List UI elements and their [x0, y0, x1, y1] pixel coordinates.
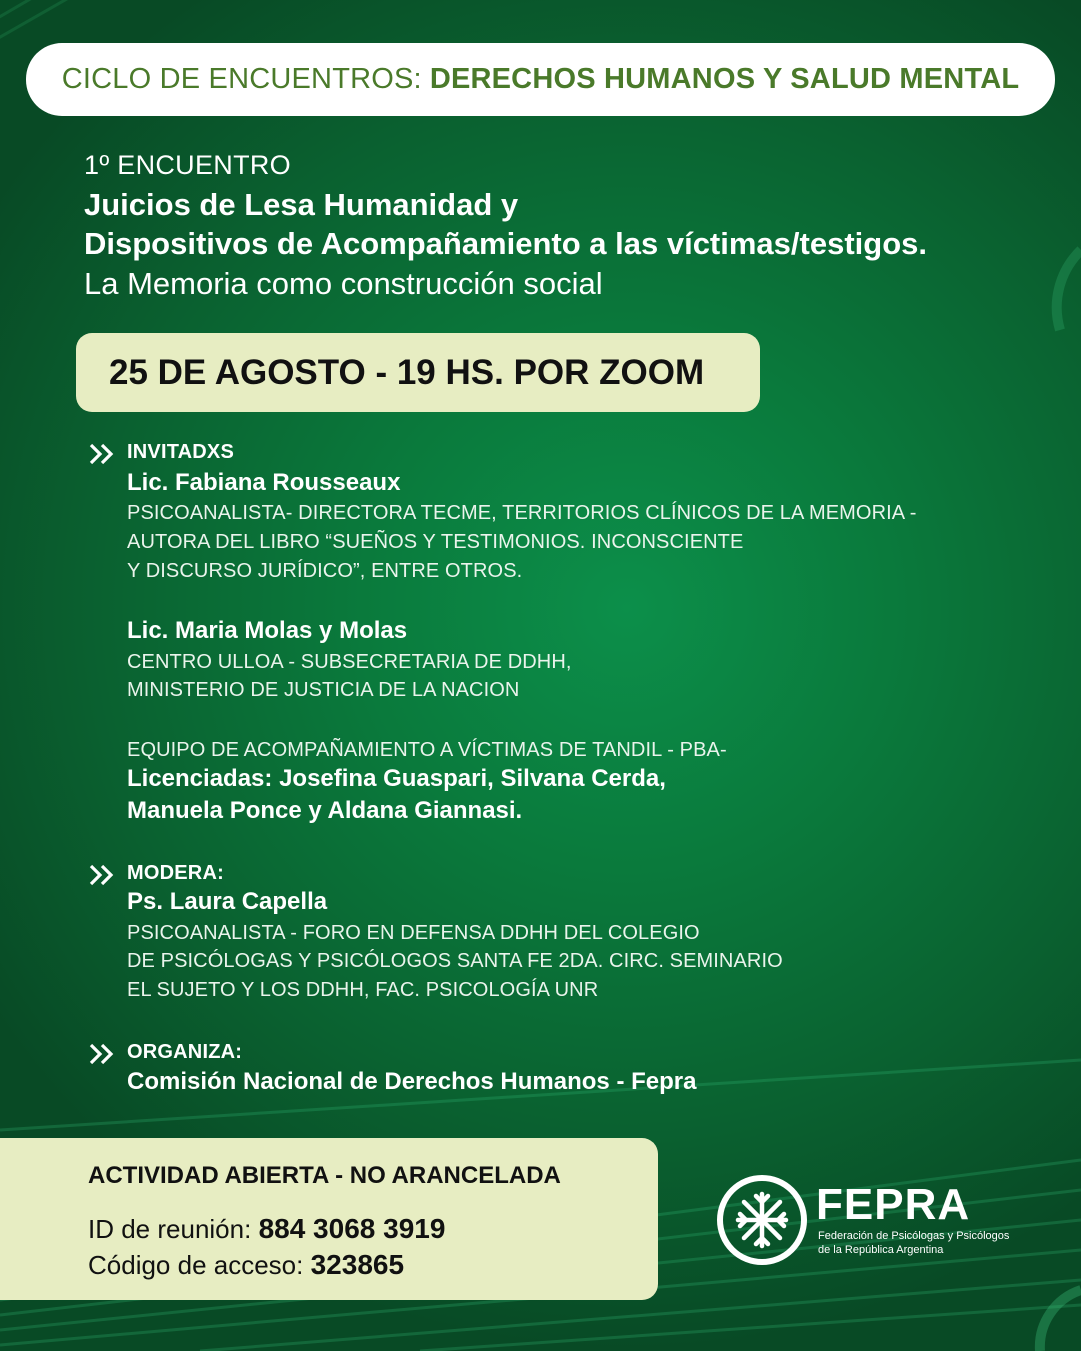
guest-1-desc-line: AUTORA DEL LIBRO “SUEÑOS Y TESTIMONIOS. INCONSCIENTE [127, 531, 744, 553]
brand-name: FEPRA [816, 1180, 971, 1229]
team-desc: EQUIPO DE ACOMPAÑAMIENTO A VÍCTIMAS DE TANDIL - PBA- [127, 739, 727, 761]
banner-highlight: DERECHOS HUMANOS Y SALUD MENTAL [429, 63, 1020, 95]
fepra-logo-icon [716, 1174, 808, 1266]
event-title-line-2: Dispositivos de Acompañamiento a las víctimas/testigos. [84, 226, 927, 261]
guests-label: INVITADXS [127, 441, 234, 463]
cycle-banner [26, 43, 1055, 116]
moderator-label: MODERA: [127, 862, 224, 884]
moderator-desc-line: PSICOANALISTA - FORO EN DEFENSA DDHH DEL COLEGIO [127, 922, 700, 944]
organizer-name: Comisión Nacional de Derechos Humanos - Fepra [127, 1068, 697, 1095]
brand-tagline-line: de la República Argentina [818, 1244, 944, 1256]
team-names-line: Licenciadas: Josefina Guaspari, Silvana Cerda, [127, 765, 666, 792]
meeting-id-line [88, 1213, 445, 1245]
banner-prefix: CICLO DE ENCUENTROS: [61, 63, 422, 95]
guest-2-name: Lic. Maria Molas y Molas [127, 617, 408, 644]
moderator-desc-line: EL SUJETO Y LOS DDHH, FAC. PSICOLOGÍA UNR [127, 979, 599, 1001]
chevron-double-right-icon [89, 1043, 115, 1065]
brand-tagline-line: Federación de Psicólogas y Psicólogos [818, 1230, 1010, 1242]
chevron-double-right-icon [89, 443, 115, 465]
meeting-id-label: ID de reunión: [88, 1214, 252, 1244]
event-date-box [76, 333, 760, 412]
guest-1-desc-line: Y DISCURSO JURÍDICO”, ENTRE OTROS. [127, 560, 523, 582]
event-title-line-1: Juicios de Lesa Humanidad y [84, 187, 519, 222]
access-info-box [0, 1138, 658, 1300]
passcode-line [88, 1249, 404, 1281]
passcode-value: 323865 [310, 1249, 405, 1280]
event-subtitle: La Memoria como construcción social [84, 266, 603, 301]
guest-2-desc-line: CENTRO ULLOA - SUBSECRETARIA DE DDHH, [127, 651, 572, 673]
moderator-desc-line: DE PSICÓLOGAS Y PSICÓLOGOS SANTA FE 2DA. CIRC. SEMINARIO [127, 950, 783, 972]
moderator-name: Ps. Laura Capella [127, 888, 328, 915]
passcode-label: Código de acceso: [88, 1250, 304, 1280]
meeting-id-value: 884 3068 3919 [258, 1213, 446, 1244]
guest-1-name: Lic. Fabiana Rousseaux [127, 469, 401, 496]
access-heading: ACTIVIDAD ABIERTA - NO ARANCELADA [88, 1162, 561, 1189]
encounter-number: 1º ENCUENTRO [84, 150, 291, 180]
guest-1-desc-line: PSICOANALISTA- DIRECTORA TECME, TERRITORIOS CLÍNICOS DE LA MEMORIA - [127, 502, 917, 524]
guest-2-desc-line: MINISTERIO DE JUSTICIA DE LA NACION [127, 679, 520, 701]
chevron-double-right-icon [89, 864, 115, 886]
organizer-label: ORGANIZA: [127, 1041, 243, 1063]
event-date: 25 DE AGOSTO - 19 HS. POR ZOOM [109, 352, 705, 392]
team-names-line: Manuela Ponce y Aldana Giannasi. [127, 797, 523, 824]
